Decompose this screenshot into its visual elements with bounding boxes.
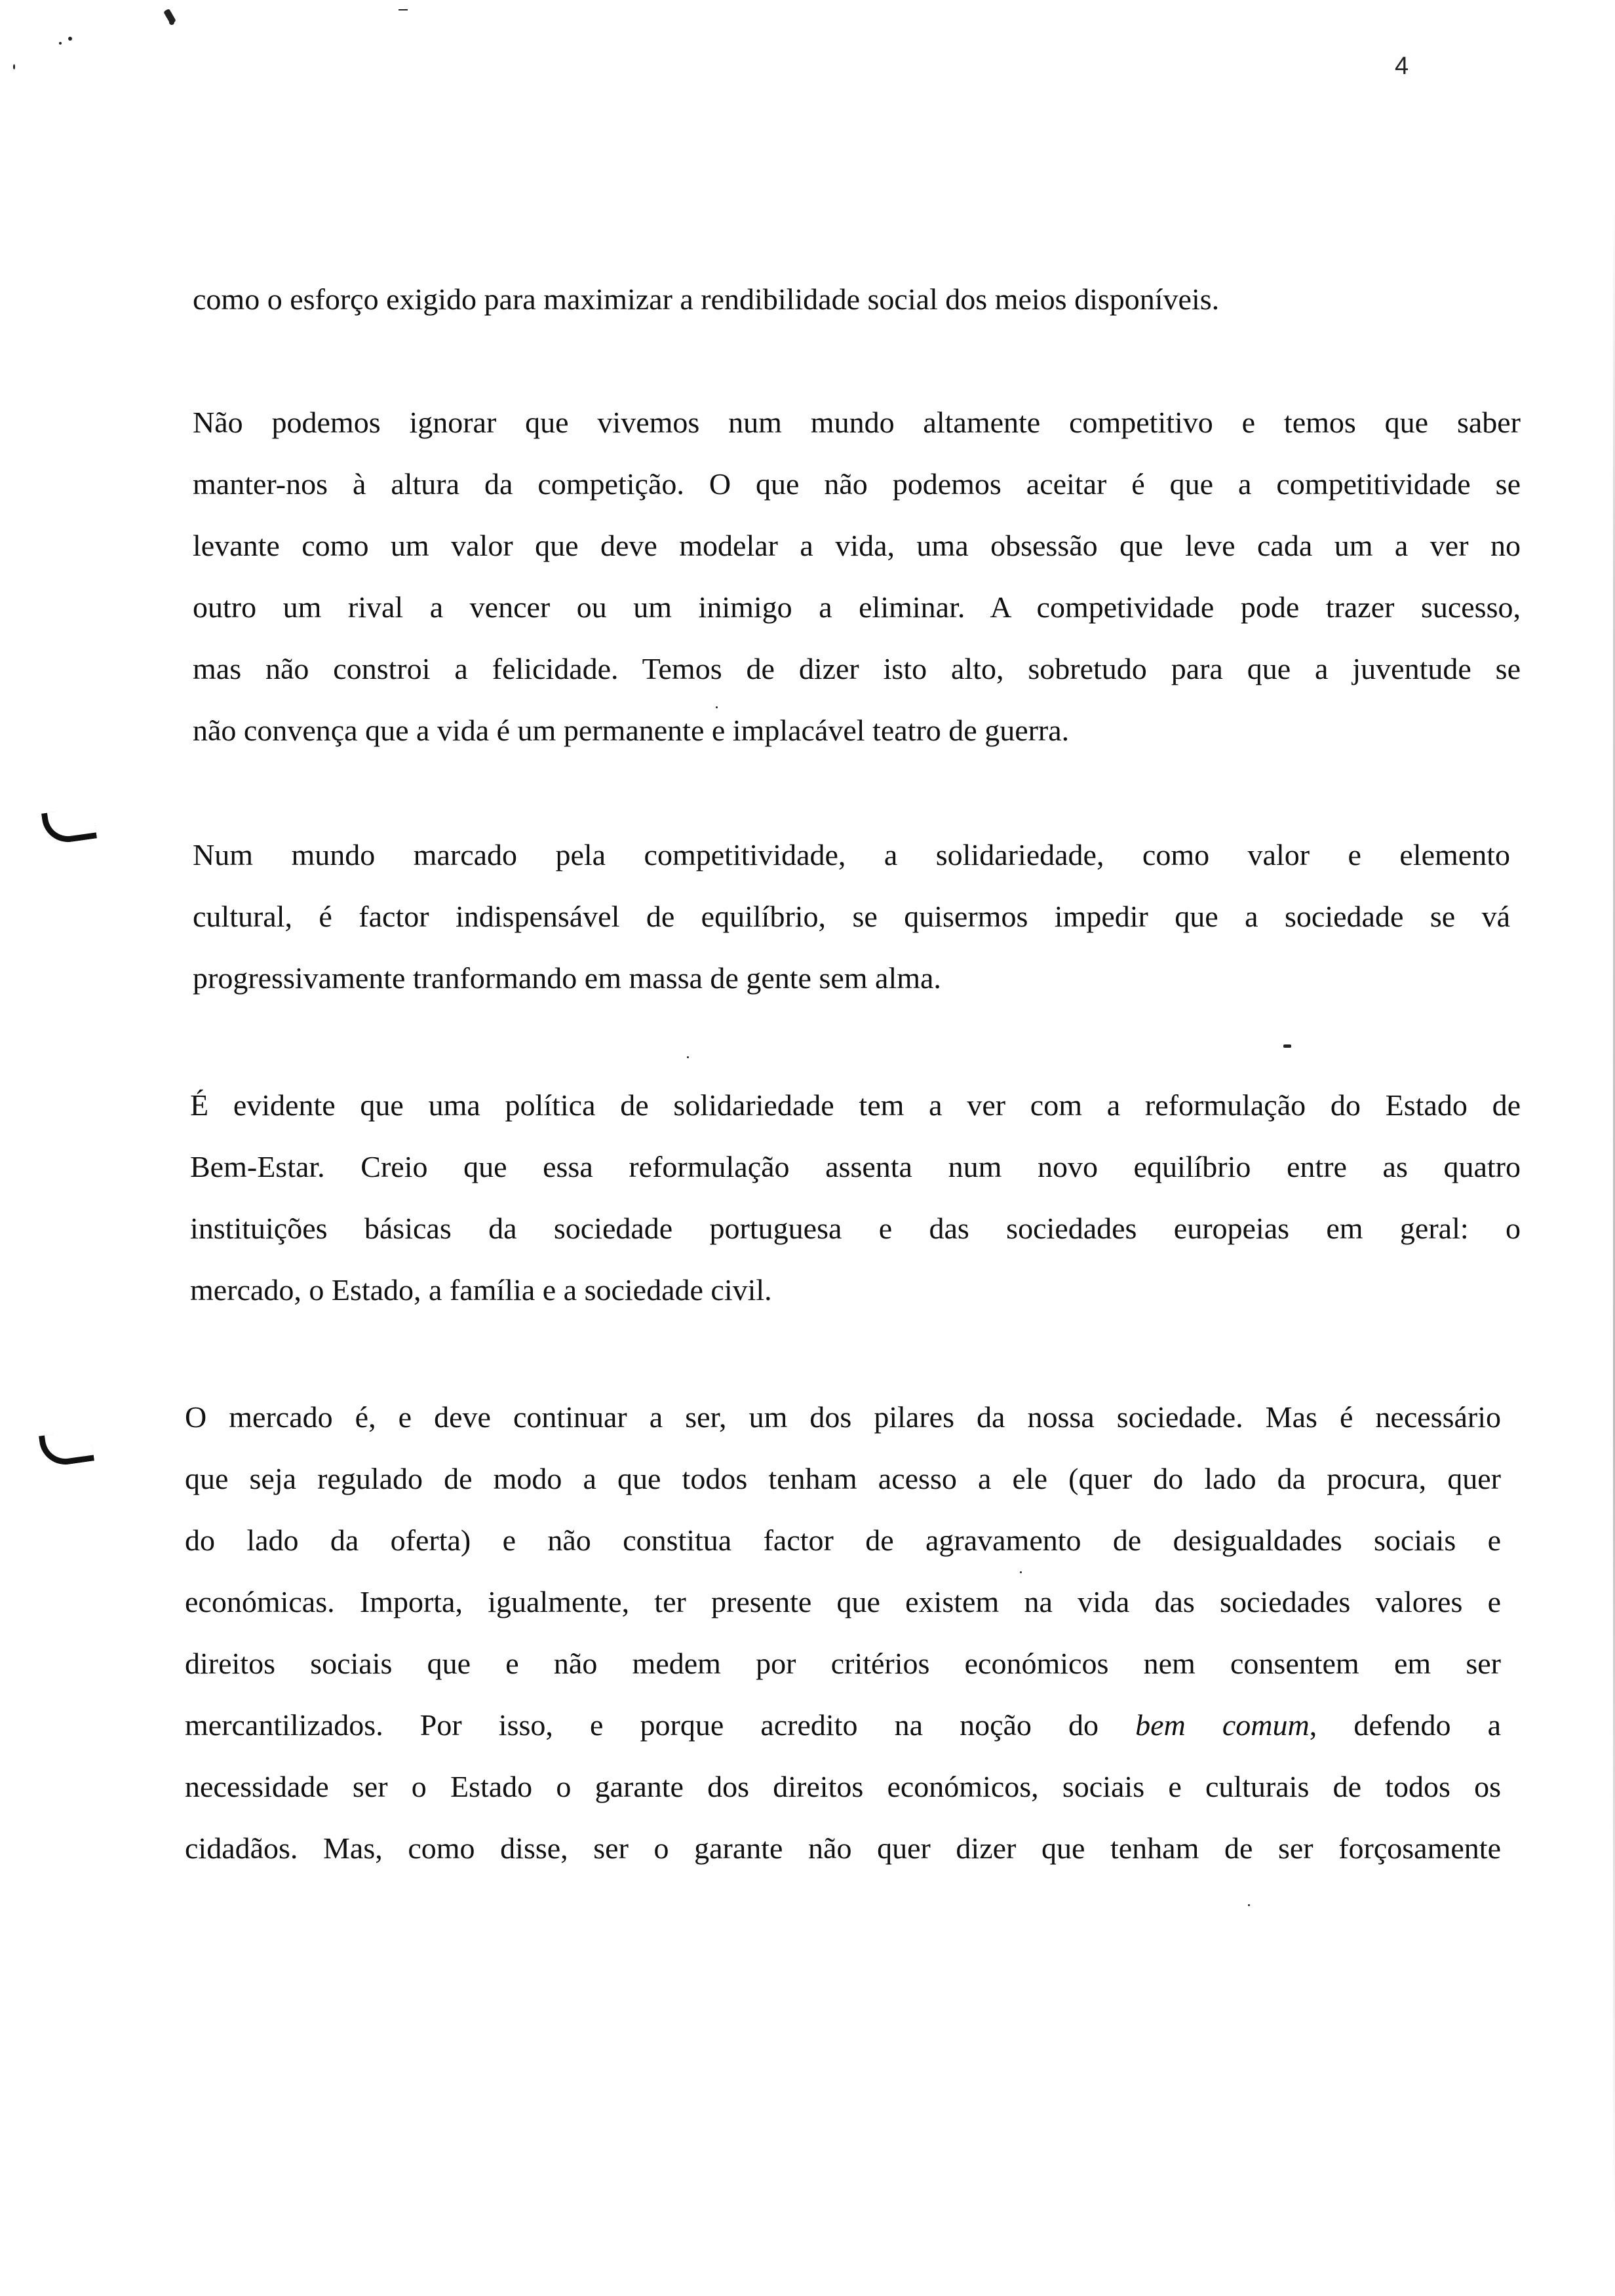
- paragraph-line: instituições básicas da sociedade portuguesa e das sociedades europeias em geral: o: [190, 1212, 1521, 1245]
- paragraph-line: progressivamente tranformando em massa de gente sem alma.: [193, 961, 941, 995]
- scan-speck: [1248, 1904, 1250, 1906]
- paragraph-line: É evidente que uma política de solidariedade tem a ver com a reformulação do Estado de: [190, 1088, 1521, 1122]
- paragraph-line: O mercado é, e deve continuar a ser, um dos pilares da nossa sociedade. Mas é necessário: [185, 1400, 1501, 1434]
- scan-speck: [687, 1056, 689, 1058]
- paragraph-line: que seja regulado de modo a que todos tenham acesso a ele (quer do lado da procura, quer: [185, 1462, 1501, 1495]
- line-text: mercantilizados. Por isso, e porque acredito na noção do: [185, 1708, 1136, 1742]
- paragraph-line: mas não constroi a felicidade. Temos de dizer isto alto, sobretudo para que a juventude se: [193, 652, 1521, 685]
- paragraph-line: outro um rival a vencer ou um inimigo a eliminar. A competividade pode trazer sucesso,: [193, 590, 1521, 624]
- margin-check-mark-icon: [41, 807, 97, 846]
- paragraph-line: Num mundo marcado pela competitividade, a solidariedade, como valor e elemento: [193, 838, 1510, 871]
- paragraph-line-with-italic: [185, 1694, 1501, 1756]
- scan-speck: [59, 42, 62, 45]
- paragraph-line: económicas. Importa, igualmente, ter presente que existem na vida das sociedades valores e: [185, 1585, 1501, 1618]
- paragraph-3: [193, 824, 1510, 1009]
- paragraph-1: [193, 269, 1372, 330]
- paragraph-line: necessidade ser o Estado o garante dos direitos económicos, sociais e culturais de todos os: [185, 1770, 1501, 1803]
- paragraph-line: mercado, o Estado, a família e a sociedade civil.: [190, 1273, 772, 1307]
- paragraph-line: Não podemos ignorar que vivemos num mundo altamente competitivo e temos que saber: [193, 406, 1521, 439]
- paragraph-line: do lado da oferta) e não constitua factor de agravamento de desigualdades sociais e: [185, 1523, 1501, 1557]
- scan-speck: [716, 706, 718, 708]
- line-text-tail: , defendo a: [1309, 1708, 1501, 1742]
- italic-term: bem comum: [1135, 1708, 1310, 1742]
- scan-speck: [399, 9, 408, 10]
- paragraph-2: [193, 392, 1521, 761]
- scan-speck: [1283, 1044, 1291, 1048]
- paragraph-line: cidadãos. Mas, como disse, ser o garante não quer dizer que tenham de ser forçosamente: [185, 1831, 1501, 1865]
- paragraph-line: manter-nos à altura da competição. O que não podemos aceitar é que a competitividade se: [193, 467, 1521, 501]
- paragraph-line: cultural, é factor indispensável de equilíbrio, se quisermos impedir que a sociedade se vá: [193, 900, 1510, 933]
- scan-speck: [68, 37, 72, 41]
- paragraph-line: direitos sociais que e não medem por critérios económicos nem consentem em ser: [185, 1647, 1501, 1680]
- paragraph-4: [190, 1075, 1521, 1321]
- paragraph-line: levante como um valor que deve modelar a vida, uma obsessão que leve cada um a ver no: [193, 529, 1521, 562]
- scan-speck: [13, 64, 15, 69]
- scan-speck: [1020, 1571, 1022, 1573]
- paragraph-line: Bem-Estar. Creio que essa reformulação assenta num novo equilíbrio entre as quatro: [190, 1150, 1521, 1183]
- page-number: 4: [1395, 52, 1409, 80]
- paragraph-line: como o esforço exigido para maximizar a rendibilidade social dos meios disponíveis.: [193, 282, 1220, 316]
- scan-speck: [169, 20, 174, 25]
- paragraph-line: não convença que a vida é um permanente e implacável teatro de guerra.: [193, 714, 1070, 747]
- margin-check-mark-icon: [39, 1429, 94, 1468]
- paragraph-5: [185, 1387, 1501, 1879]
